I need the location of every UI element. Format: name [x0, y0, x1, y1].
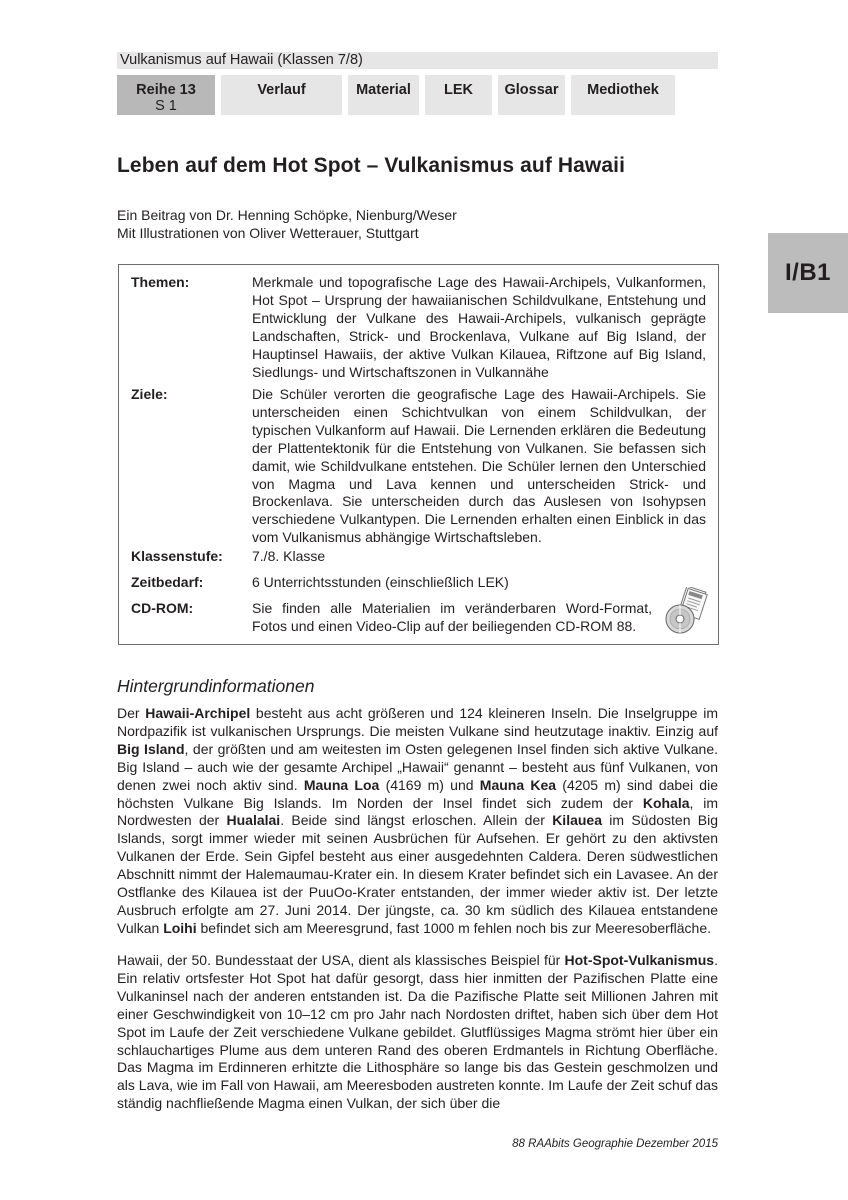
row-themen	[131, 274, 706, 381]
tab-reihe-label: Reihe 13	[136, 82, 196, 98]
tab-glossar[interactable]	[498, 75, 565, 115]
row-key: CD-ROM:	[131, 600, 194, 616]
credits	[117, 207, 457, 242]
row-cdrom	[131, 600, 706, 636]
page-footer: 88 RAAbits Geographie Dezember 2015	[512, 1138, 718, 1150]
lesson-overview-box	[118, 264, 719, 645]
key-term: Big Island	[117, 740, 185, 757]
key-term: Kilauea	[552, 812, 602, 829]
series-title: Vulkanismus auf Hawaii (Klassen 7/8)	[117, 52, 718, 69]
illustrator-line: Mit Illustrationen von Oliver Wetterauer, Stuttgart	[117, 224, 419, 241]
background-heading: Hintergrundinformationen	[117, 676, 315, 696]
row-klassenstufe	[131, 548, 706, 566]
background-paragraph-2: Hawaii, der 50. Bundesstaat der USA, dient als klassisches Beispiel für Hot-Spot-Vulkanismus. Ein relativ ortsfester Hot Spot hat dafür gesorgt, dass hier inmitten der Pazifischen Platte eine Vulkaninsel nach der anderen entstanden ist. Da die Pazifische Platte seit Millionen Jahren mit einer Geschwindigkeit von 10–12 cm pro Jahr nach Nordosten driftet, haben sich über dem Hot Spot im Laufe der Zeit verschiedene Vulkane gebildet. Glutflüssiges Magma strömt hier über ein schlauchartiges Plume aus dem unteren Rand des oberen Erdmantels in Richtung Oberfläche. Das Magma im Erdinneren erhitzte die Lithosphäre so lange bis das Gestein geschmolzen und als Lava, wie im Fall von Hawaii, am Meeresboden austreten konnte. Im Laufe der Zeit schuf das ständig nachfließende Magma einen Vulkan, der sich über die	[117, 952, 718, 1112]
section-marker: I/B1	[768, 233, 848, 313]
tab-lek[interactable]	[425, 75, 492, 115]
row-key: Klassenstufe:	[131, 548, 223, 564]
tab-mediothek[interactable]	[571, 75, 675, 115]
page-title: Leben auf dem Hot Spot – Vulkanismus auf Hawaii	[117, 154, 626, 177]
tab-reihe-page: S 1	[155, 98, 177, 114]
row-key: Ziele:	[131, 386, 168, 402]
cd-rom-icon	[664, 587, 708, 635]
key-term: Hot-Spot-Vulkanismus	[564, 952, 715, 968]
key-term: Hualalai	[226, 812, 281, 829]
author-line: Ein Beitrag von Dr. Henning Schöpke, Nienburg/Weser	[117, 207, 457, 223]
row-value: 6 Unterrichtsstunden (einschließlich LEK)	[252, 574, 509, 590]
row-zeitbedarf	[131, 574, 706, 592]
tab-verlauf-label: Verlauf	[257, 82, 306, 98]
row-value: 7./8. Klasse	[252, 548, 326, 564]
key-term: Loihi	[163, 919, 197, 936]
row-key: Themen:	[131, 274, 190, 290]
tab-material-label: Material	[356, 82, 411, 98]
key-term: Kohala	[642, 794, 690, 811]
row-value: Sie finden alle Materialien im veränderbaren Word-Format, Fotos und einen Video-Clip auf der beiliegenden CD-ROM 88.	[252, 600, 652, 634]
tab-lek-label: LEK	[444, 82, 473, 98]
tab-reihe[interactable]	[117, 75, 215, 115]
key-term: Mauna Kea	[479, 776, 557, 793]
tab-material[interactable]	[348, 75, 419, 115]
section-navigation	[117, 75, 718, 115]
row-key: Zeitbedarf:	[131, 574, 204, 590]
row-value: Merkmale und topografische Lage des Hawaii-Archipels, Vulkanformen, Hot Spot – Ursprung der hawaiianischen Schildvulkane, Entstehung und Entwicklung der Vulkane des Hawaii-Archipels, vulkanisch geprägte Landschaften, Strick- und Brockenlava, Vulkane auf Big Island, der Hauptinsel Hawaiis, der aktive Vulkan Kilauea, Riftzone auf Big Island, Siedlungs- und Wirtschaftszonen in Vulkannähe	[252, 274, 706, 380]
key-term: Mauna Loa	[303, 776, 380, 793]
key-term: Hawaii-Archipel	[145, 705, 251, 721]
tab-glossar-label: Glossar	[504, 82, 559, 98]
row-value: Die Schüler verorten die geografische Lage des Hawaii-Archipels. Sie unterscheiden einen Schichtvulkan von einem Schildvulkan, der typischen Vulkanform auf Hawaii. Die Lernenden erklären die Bedeutung der Plattentektonik für die Entstehung von Vulkanen. Sie befassen sich damit, wie Schildvulkane entstehen. Die Schüler lernen den Unterschied von Magma und Lava kennen und unterscheiden Strick- und Brockenlava. Sie unterscheiden durch das Auslesen von Isohypsen verschiedene Vulkantypen. Die Lernenden erhalten einen Einblick in das vom Vulkanismus abhängige Wirtschaftsleben.	[252, 386, 706, 546]
row-ziele	[131, 386, 706, 547]
background-paragraph-1: Der Hawaii-Archipel besteht aus acht größeren und 124 kleineren Inseln. Die Inselgruppe im Nordpazifik ist vulkanischen Ursprungs. Die meisten Vulkane sind heutzutage inaktiv. Einzig auf Big Island, der größten und am weitesten im Osten gelegenen Insel finden sich aktive Vulkane. Big Island – auch wie der gesamte Archipel „Hawaii“ genannt – besteht aus fünf Vulkanen, von denen zwei noch aktiv sind. Mauna Loa (4169 m) und Mauna Kea (4205 m) sind dabei die höchsten Vulkane Big Islands. Im Norden der Insel findet sich zudem der Kohala, im Nordwesten der Hualalai. Beide sind längst erloschen. Allein der Kilauea im Südosten Big Islands, sorgt immer wieder mit seinen Ausbrüchen für Aufsehen. Er gehört zu den aktivsten Vulkanen der Erde. Sein Gipfel besteht aus einer ausgedehnten Caldera. Deren südwestlichen Abschnitt nimmt der Halemaumau-Krater ein. In diesem Krater befindet sich ein Lavasee. An der Ostflanke des Kilauea ist der PuuOo-Krater entstanden, der immer wieder aktiv ist. Der letzte Ausbruch erfolgte am 27. Juni 2014. Der jüngste, ca. 30 km südlich des Kilauea entstandene Vulkan Loihi befindet sich am Meeresgrund, fast 1000 m fehlen noch bis zur Meeresoberfläche.	[117, 705, 718, 936]
tab-mediothek-label: Mediothek	[587, 82, 659, 98]
tab-verlauf[interactable]	[221, 75, 342, 115]
